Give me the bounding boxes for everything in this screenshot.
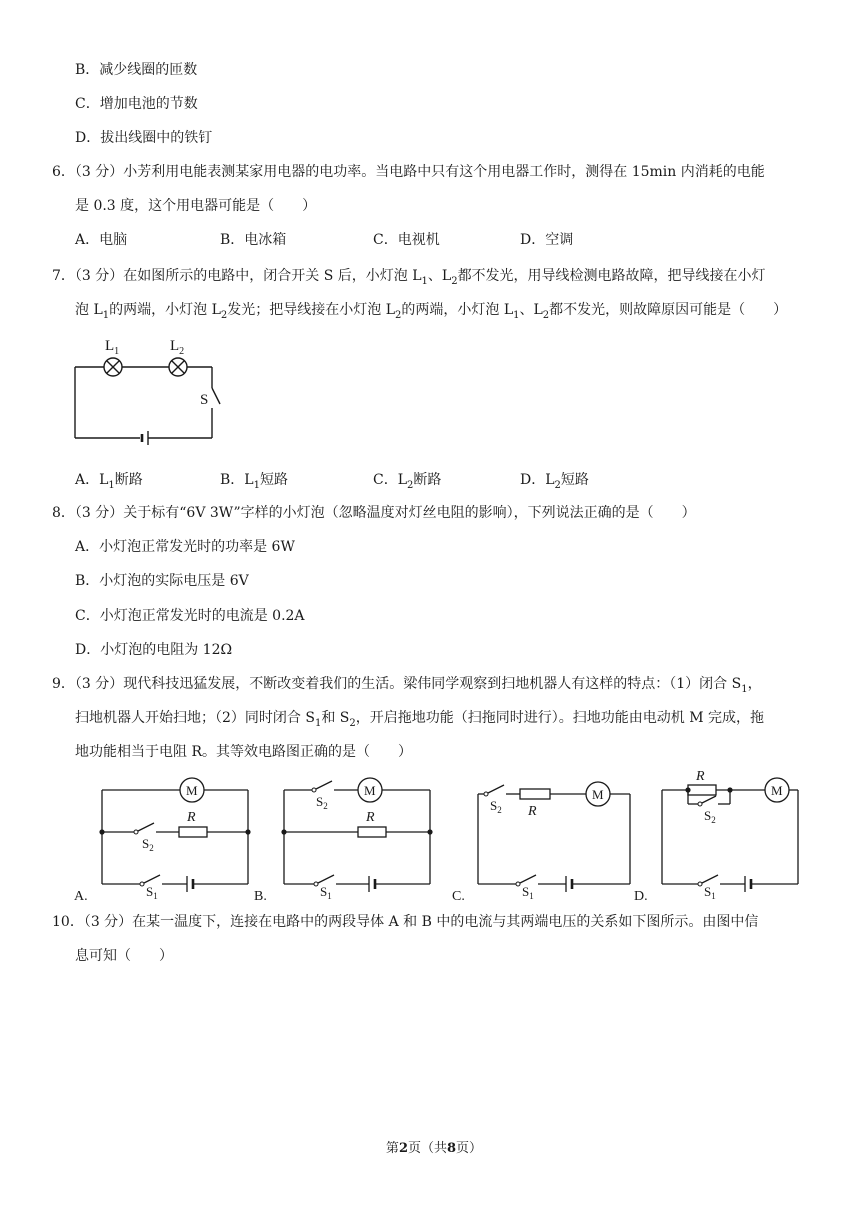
svg-text:S1: $S_1$ (320, 884, 332, 901)
svg-text:S2: $S_2$ (142, 836, 154, 853)
label-l1: $L_1$ (105, 338, 120, 357)
svg-text:M: M (364, 783, 376, 798)
svg-text:M: M (771, 783, 783, 798)
q9-circuit-d (630, 768, 810, 904)
total-page-number: 8 (447, 1141, 457, 1156)
q5-option-b: B．减少线圈的匝数 (75, 62, 198, 78)
q9-label-c: C. (452, 889, 465, 904)
q6-stem-line1: 6．（3 分）小芳利用电能表测某家用电器的电功率。当电路中只有这个用电器工作时，测得在 15min 内消耗的电能 (52, 164, 765, 180)
q8-stem: 8．（3 分）关于标有“6V 3W”字样的小灯泡（忽略温度对灯丝电阻的影响），下列说法正确的是（ ） (52, 505, 696, 521)
label-s: S (200, 392, 209, 408)
q6-option-c: C．电视机 (373, 232, 440, 248)
q6-stem-line2: 是 0.3 度，这个用电器可能是（ ） (75, 198, 317, 214)
battery-symbol (142, 431, 148, 445)
q7-option-a: A．$L_1$断路 (75, 472, 143, 491)
q10-stem-line2: 息可知（ ） (75, 948, 173, 964)
q6-option-b: B．电冰箱 (220, 232, 287, 248)
svg-text:S2: $S_2$ (490, 798, 502, 815)
svg-text:R: R (696, 769, 705, 784)
page-footer: 第2页（共8页） (385, 1141, 483, 1156)
q9-circuit-b (252, 772, 442, 904)
q8-option-a: A．小灯泡正常发光时的功率是 6W (75, 539, 295, 555)
lamp-l1-symbol (104, 358, 122, 376)
svg-text:S1: $S_1$ (146, 884, 158, 901)
svg-text:M: M (186, 783, 198, 798)
q9-label-b: B. (254, 889, 267, 904)
q9-circuit-c (448, 772, 638, 904)
q8-option-b: B．小灯泡的实际电压是 6V (75, 573, 249, 589)
svg-text:M: M (592, 787, 604, 802)
q6-option-a: A．电脑 (75, 232, 128, 248)
q5-option-c: C．增加电池的节数 (75, 96, 198, 112)
q7-stem-line1: 7．（3 分）在如图所示的电路中，闭合开关 S 后，小灯泡 $L_1$、$L_2$都不发光，用导线检测电路故障，把导线接在小灯 (52, 268, 766, 287)
q7-option-d: D．$L_2$短路 (520, 472, 589, 491)
q6-option-d: D．空调 (520, 232, 574, 248)
svg-text:S1: $S_1$ (704, 884, 716, 901)
svg-text:R: R (187, 810, 196, 825)
q8-option-d: D．小灯泡的电阻为 12Ω (75, 642, 233, 658)
q9-label-d: D. (634, 889, 648, 904)
current-page-number: 2 (398, 1141, 408, 1156)
svg-text:S2: $S_2$ (316, 794, 328, 811)
svg-text:S2: $S_2$ (704, 808, 716, 825)
lamp-l2-symbol (169, 358, 187, 376)
q7-circuit-diagram (68, 330, 228, 445)
q9-stem-line1: 9．（3 分）现代科技迅猛发展，不断改变着我们的生活。梁伟同学观察到扫地机器人有这样的特点：（1）闭合 $S_1$， (52, 676, 762, 695)
q9-stem-line2: 扫地机器人开始扫地；（2）同时闭合 $S_1$和 $S_2$，开启拖地功能（扫拖同时进行）。扫地功能由电动机 M 完成，拖 (75, 710, 764, 729)
q9-label-a: A. (74, 889, 88, 904)
q7-stem-line2: 泡 $L_1$的两端，小灯泡 $L_2$发光；把导线接在小灯泡 $L_2$的两端，小灯泡 $L_1$、$L_2$都不发光，则故障原因可能是（ ） (75, 302, 788, 321)
q10-stem-line1: 10．（3 分）在某一温度下，连接在电路中的两段导体 A 和 B 中的电流与其两端电压的关系如下图所示。由图中信 (52, 914, 759, 930)
q9-circuit-a (70, 772, 265, 904)
q7-option-b: B．$L_1$短路 (220, 472, 288, 491)
svg-text:R: R (528, 804, 537, 819)
label-l2: $L_2$ (170, 338, 185, 357)
svg-text:R: R (366, 810, 375, 825)
q8-option-c: C．小灯泡正常发光时的电流是 0.2A (75, 608, 305, 624)
svg-text:S1: $S_1$ (522, 884, 534, 901)
q9-stem-line3: 地功能相当于电阻 R。其等效电路图正确的是（ ） (75, 744, 412, 760)
q7-option-c: C．$L_2$断路 (373, 472, 442, 491)
q5-option-d: D．拔出线圈中的铁钉 (75, 130, 213, 146)
